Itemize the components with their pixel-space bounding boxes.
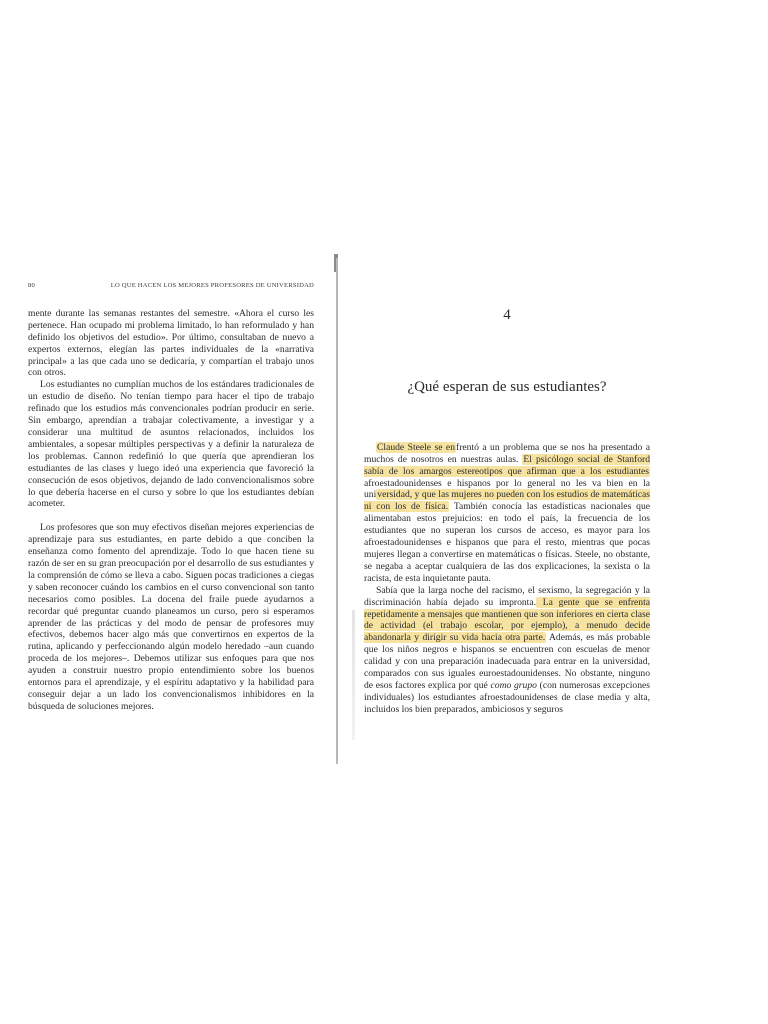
page-number: 80 xyxy=(28,282,35,289)
body-text: Sabía que la larga noche del racismo, el sexismo, la segregación y la discriminación había dejado su impronta. xyxy=(364,584,650,608)
paragraph xyxy=(364,442,650,585)
scan-artifact xyxy=(352,610,355,740)
paragraph xyxy=(364,585,650,716)
body-text: También conocía las estadísticas nacionales que alimentaban estos prejuicios: en todo el país, la frecuencia de los estudiantes que no superan los cursos de acceso, es mayor para los afroestadounidenses e hispanos que para el resto, mientras que pocas mujeres llegan a convertirse en matemáticas o físicas. Steele, no obstante, se negaba a aceptar cualquiera de las dos explicaciones, la sexista o la racista, de esta inquietante pauta. xyxy=(364,501,650,584)
chapter-title: ¿Qué esperan de sus estudiantes? xyxy=(407,378,607,395)
highlighted-text: versidad, y que las mujeres no pueden con los estudios de matemáticas ni con los de física. xyxy=(364,489,650,513)
running-head xyxy=(28,280,314,292)
left-page xyxy=(28,280,314,713)
paragraph: Los estudiantes no cumplían muchos de los estándares tradicionales de un estudio de diseño. No tenían tiempo para hacer el tipo de trabajo refinado que los estudios más convencionales podrían producir en serie. Sin embargo, aprendían a trabajar colectivamente, a investigar y a considerar una multitud de asuntos relacionados, incluidos los ambientales, a sopesar múltiples perspectivas y a definir la naturaleza de los problemas. Cannon redefinió lo que quería que aprendieran los estudiantes de las clases y luego ideó una experiencia que favoreció la consecución de esos objetivos, dejando de lado convencionalismos sobre lo que debería hacerse en el curso y sobre lo que los estudiantes debían acometer. xyxy=(28,379,314,510)
body-text: Además, es más probable que los niños negros e hispanos se encuentren con escuelas de menor calidad y con una preparación inadecuada para entrar en la universidad, comparados con sus iguales euroestadounidenses. No obstante, ninguno de esos factores explica por qué xyxy=(364,632,650,691)
body-text: (con numerosas excepciones individuales) los estudiantes afroestadounidenses de clase media y alta, incluidos los bien preparados, ambiciosos y seguros xyxy=(364,679,650,715)
running-title: LO QUE HACEN LOS MEJORES PROFESORES DE UNIVERSIDAD xyxy=(110,282,314,289)
paragraph: Los profesores que son muy efectivos diseñan mejores experiencias de aprendizaje para sus estudiantes, en parte debido a que conciben la enseñanza como fomento del aprendizaje. Todo lo que hacen tiene su razón de ser en su gran preocupación por el desarrollo de sus estudiantes y la comprensión de cómo se lleva a cabo. Siguen pocas tradiciones a ciegas y saben reconocer cuándo los cambios en el curso convencional son tanto necesarios como posibles. La docena del fraile puede ayudarnos a recordar qué preguntar cuando planeamos un curso, pero si esperamos aprender de las prácticas y del modo de pensar de profesores muy efectivos, debemos hacer algo más que convertirnos en expertos de la rutina, aplicando y perfeccionando algún modelo heredado –aun cuando proceda de los mejores–. Debemos utilizar sus enfoques para que nos ayuden a construir nuestro propio entendimiento sobre los buenos entornos para el aprendizaje, y el espíritu adaptativo y la habilidad para conseguir dejar a un lado los convencionalismos inhibidores en la búsqueda de soluciones mejores. xyxy=(28,522,314,712)
chapter-number: 4 xyxy=(503,307,511,323)
body-text: frentó a un problema que se nos ha presentado a muchos de nosotros en nuestras aulas. xyxy=(364,441,651,465)
highlighted-text: El psicólogo social de Stanford sabía de los amargos estereotipos que afirman que a los estudiantes xyxy=(364,453,650,477)
emphasis-text: como grupo xyxy=(490,679,537,691)
body-text: afroestadounidenses e hispanos por lo general no les va bien en la uni xyxy=(364,477,650,501)
paragraph: mente durante las semanas restantes del semestre. «Ahora el curso les pertenece. Han ocupado mi problema limitado, lo han reformulado y han definido los objetivos del estudio». Por último, consultaban de nuevo a expertos externos, elegían las partes individuales de la «narrativa principal» a las que cada uno se dedicaría, y compartían el trabajo unos con otros. xyxy=(28,307,314,379)
page-gutter xyxy=(336,258,338,764)
highlighted-text: La gente que se enfrenta repetidamente a mensajes que mantienen que son inferiores en cierta clase de actividad (el trabajo escolar, por ejemplo), a menudo decide abandonarla y dirigir su vida hacia otra parte. xyxy=(364,596,650,644)
right-page xyxy=(364,307,651,716)
highlighted-text: Claude Steele se en xyxy=(377,441,455,453)
